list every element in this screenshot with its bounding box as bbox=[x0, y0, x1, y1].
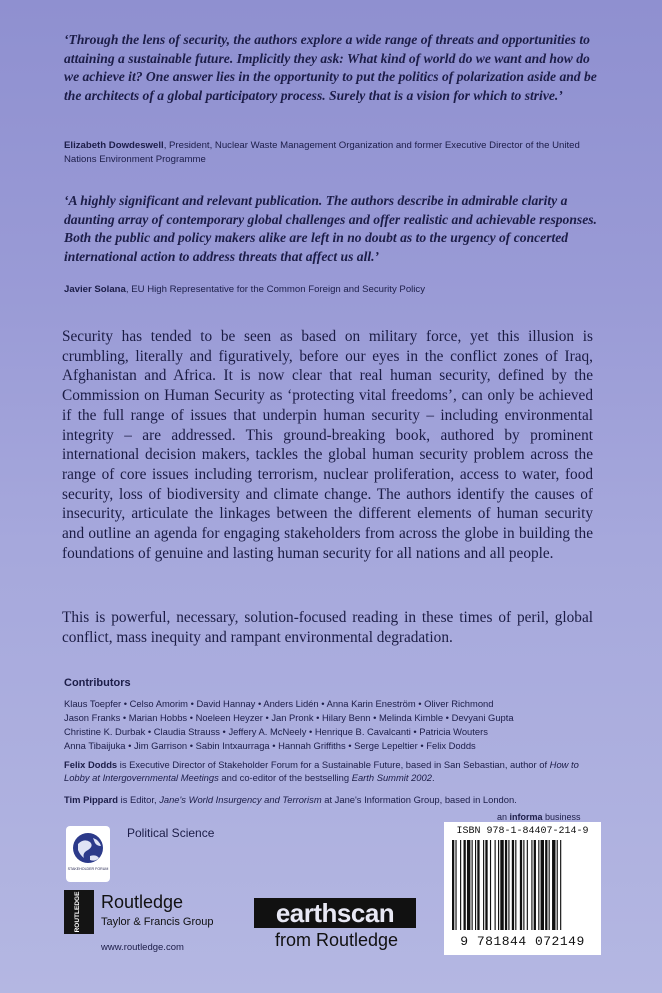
editor-bio-tim-pippard bbox=[64, 793, 604, 806]
barcode-bar bbox=[560, 840, 561, 930]
review-author-1: Elizabeth Dowdeswell bbox=[64, 140, 164, 151]
barcode-bar bbox=[541, 840, 544, 930]
barcode-bar bbox=[552, 840, 555, 930]
earthscan-logo: earthscan bbox=[254, 898, 416, 928]
earthscan-subtitle: from Routledge bbox=[274, 930, 399, 950]
review-author-2: Javier Solana bbox=[64, 284, 126, 295]
informa-brand: informa bbox=[509, 812, 543, 822]
barcode-bar bbox=[523, 840, 524, 930]
informa-suffix: business bbox=[542, 812, 581, 822]
informa-tagline bbox=[497, 812, 581, 822]
barcode-bar bbox=[527, 840, 528, 930]
barcode-bar bbox=[508, 840, 509, 930]
review-quote-1: ‘Through the lens of security, the authors explore a wide range of threats and opportunities to attaining a sustainable future. Implicitly they ask: What kind of world do we want and how do we achieve it? One answer lies in the opportunity to put the politics of polarization aside and be the architects of a global participatory process. Surely that is a vision for which to strive.’ bbox=[64, 32, 597, 103]
contributors-line: Anna Tibaijuka • Jim Garrison • Sabin Intxaurraga • Hannah Griffiths • Serge Lepeltier • Felix Dodds bbox=[64, 740, 476, 751]
bio-text: is Executive Director of Stakeholder Forum for a Sustainable Future, based in San Sebastian, author of bbox=[117, 759, 550, 770]
barcode-bar bbox=[475, 840, 476, 930]
routledge-subtitle: Taylor & Francis Group bbox=[101, 916, 214, 928]
book-description: Security has tended to be seen as based on military force, yet this illusion is crumbling, literally and figuratively, before our eyes in the conflict zones of Iraq, Afghanistan and Africa. It is now clear that real human security, defined by the Commission on Human Security as ‘protecting vital freedoms’, can only be achieved if the full range of issues that underpin human security – including environmental integrity – are addressed. This ground-breaking book, authored by prominent international decision makers, tackles the global human security problem across the range of core issues including terrorism, nuclear proliferation, access to water, food security, loss of biodiversity and climate change. The authors identify the causes of insecurity, articulate the linkages between the different elements of human security and outline an agenda for engaging stakeholders from across the globe in building the foundations of genuine and lasting human security for all nations and all people. bbox=[62, 328, 593, 562]
editor-name: Tim Pippard bbox=[64, 794, 119, 805]
barcode-bar bbox=[500, 840, 503, 930]
barcode-bar bbox=[452, 840, 454, 930]
barcode-bar bbox=[498, 840, 499, 930]
contributors-heading: Contributors bbox=[64, 677, 131, 689]
contributors-line: Jason Franks • Marian Hobbs • Noeleen Heyzer • Jan Pronk • Hilary Benn • Melinda Kimble • Devyani Gupta bbox=[64, 712, 514, 723]
barcode-bar bbox=[472, 840, 473, 930]
review-quote-2: ‘A highly significant and relevant publication. The authors describe in admirable clarity a daunting array of contemporary global challenges and offer realistic and achievable responses. Both the public and policy makers alike are left in no doubt as to the urgency of concerted international action to address threats that affect us all.’ bbox=[64, 193, 597, 264]
barcode-bar bbox=[545, 840, 547, 930]
barcode-number: 9 781844 072149 bbox=[460, 934, 585, 949]
barcode-bar bbox=[505, 840, 507, 930]
contributors-line: Christine K. Durbak • Claudia Strauss • Jeffery A. McNeely • Henrique B. Cavalcanti • Patricia Wouters bbox=[64, 726, 488, 737]
bio-text: . bbox=[431, 772, 435, 784]
bio-text: is Editor, bbox=[118, 794, 160, 805]
isbn-text: ISBN 978-1-84407-214-9 bbox=[456, 826, 589, 837]
barcode-bar bbox=[531, 840, 532, 930]
barcode-bar bbox=[512, 840, 514, 930]
book-title: How to Lobby at Intergovernmental Meetings bbox=[64, 759, 579, 784]
barcode-bar bbox=[483, 840, 484, 930]
barcode-bar bbox=[460, 840, 461, 930]
barcode-bar bbox=[534, 840, 536, 930]
book-description-closing: This is powerful, necessary, solution-focused reading in these times of peril, global conflict, mass inequity and rampant environmental degradation. bbox=[62, 609, 593, 646]
routledge-name: Routledge bbox=[101, 892, 184, 912]
review-role-2: , EU High Representative for the Common Foreign and Security Policy bbox=[125, 284, 426, 295]
barcode-bars bbox=[450, 840, 595, 930]
barcode-bar bbox=[520, 840, 522, 930]
book-title: Jane's World Insurgency and Terrorism bbox=[159, 794, 322, 805]
barcode-bar bbox=[515, 840, 516, 930]
barcode-bar bbox=[495, 840, 496, 930]
barcode-bar bbox=[557, 840, 558, 930]
contributors-line: Klaus Toepfer • Celso Amorim • David Hannay • Anders Lidén • Anna Karin Eneström • Oliver Richmond bbox=[64, 698, 494, 709]
stakeholder-forum-logo-text: STAKEHOLDER FORUM bbox=[67, 867, 109, 871]
bio-text: and co-editor of the bestselling bbox=[218, 772, 352, 784]
book-title: Earth Summit 2002 bbox=[351, 772, 432, 784]
review-attribution-2 bbox=[64, 283, 604, 297]
barcode-bar bbox=[464, 840, 466, 930]
barcode-bar bbox=[467, 840, 470, 930]
barcode-bar bbox=[485, 840, 487, 930]
routledge-logo-icon bbox=[64, 890, 94, 934]
review-role-1: , President, Nuclear Waste Management Organization and former Executive Director of the United Nations Environment Programme bbox=[64, 140, 580, 165]
editor-bio-felix-dodds bbox=[64, 758, 604, 785]
barcode-bar bbox=[490, 840, 491, 930]
routledge-logo-text: ROUTLEDGE bbox=[74, 891, 81, 933]
barcode bbox=[444, 822, 601, 955]
review-attribution-1 bbox=[64, 139, 604, 167]
barcode-bar bbox=[477, 840, 479, 930]
editor-name: Felix Dodds bbox=[64, 759, 118, 770]
bio-text: at Jane's Information Group, based in London. bbox=[321, 794, 517, 805]
subject-category: Political Science bbox=[127, 826, 215, 840]
routledge-url: www.routledge.com bbox=[101, 942, 184, 953]
stakeholder-forum-logo bbox=[66, 826, 110, 882]
barcode-bar bbox=[538, 840, 539, 930]
barcode-bar bbox=[455, 840, 456, 930]
informa-prefix: an bbox=[497, 812, 510, 822]
barcode-bar bbox=[549, 840, 550, 930]
